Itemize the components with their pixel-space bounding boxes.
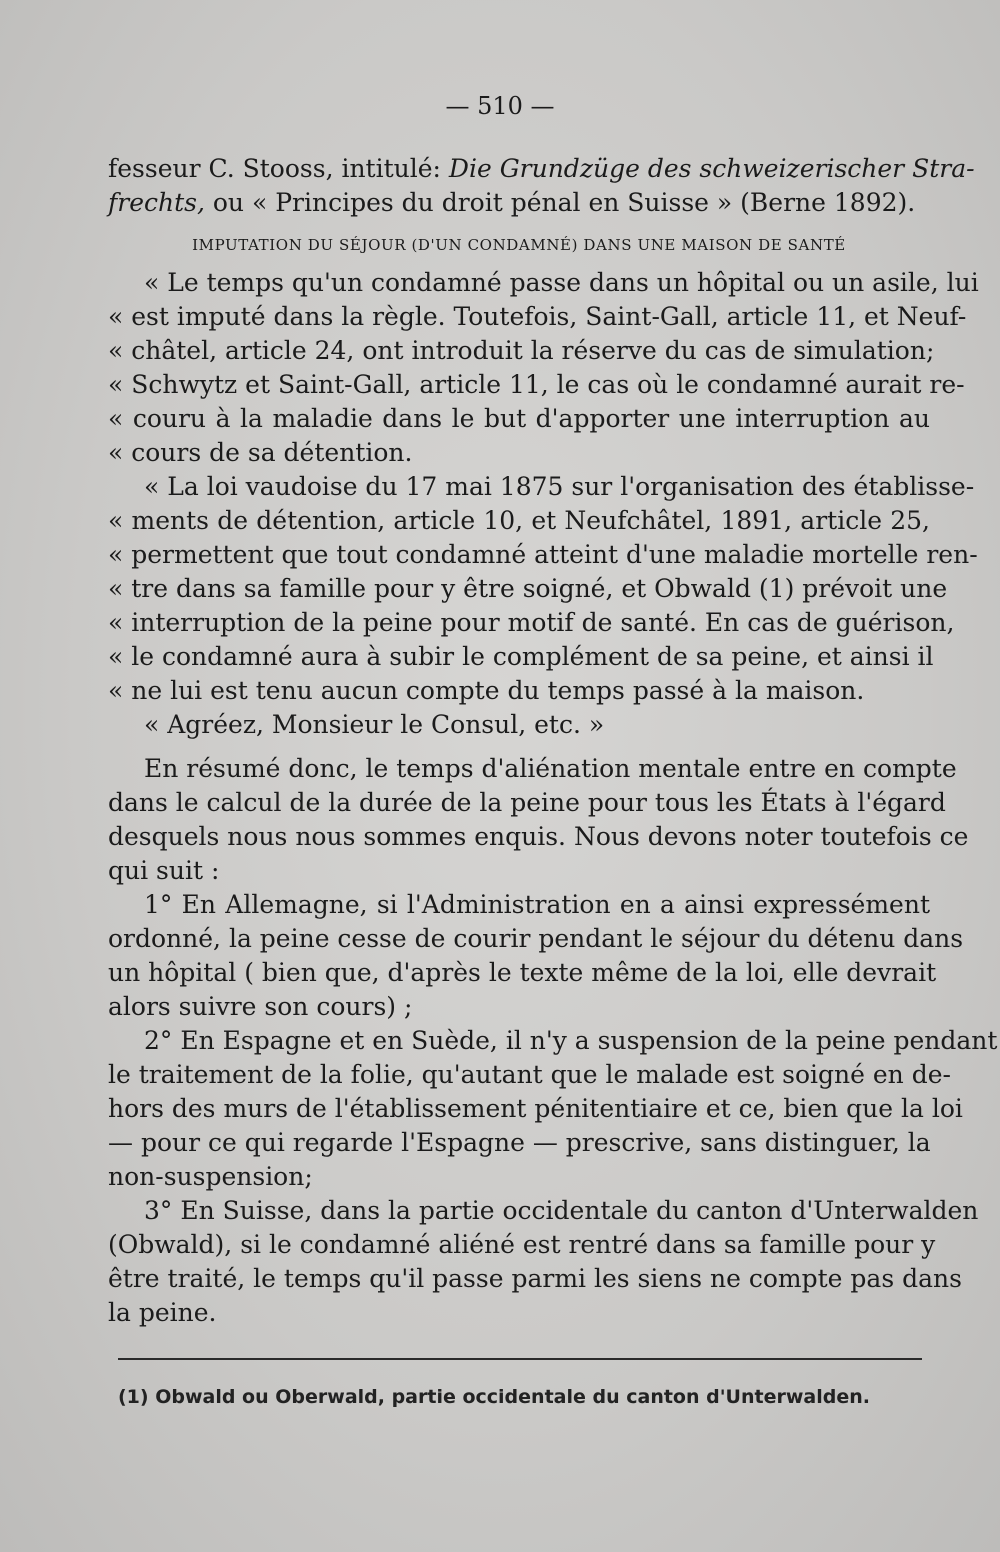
item-line: — pour ce qui regarde l'Espagne — prescrive, sans distinguer, la	[108, 1128, 931, 1157]
paragraph-gap	[108, 742, 930, 752]
quote-line: « couru à la maladie dans le but d'apporter une interruption au	[108, 404, 930, 433]
quote-line: « tre dans sa famille pour y être soigné, et Obwald (1) prévoit une	[108, 574, 948, 603]
quote-line: « ne lui est tenu aucun compte du temps passé à la maison.	[108, 676, 865, 705]
item-line: un hôpital ( bien que, d'après le texte même de la loi, elle devrait	[108, 958, 937, 987]
item-1-paragraph	[108, 888, 964, 1024]
summary-line: dans le calcul de la durée de la peine pour tous les États à l'égard	[108, 788, 946, 817]
item-line: la peine.	[108, 1298, 217, 1327]
quote-line: « ments de détention, article 10, et Neufchâtel, 1891, article 25,	[108, 506, 930, 535]
quote-block-1	[108, 266, 979, 470]
quote-line: « Le temps qu'un condamné passe dans un hôpital ou un asile, lui	[144, 268, 979, 297]
item-line: 3° En Suisse, dans la partie occidentale du canton d'Unterwalden	[144, 1196, 979, 1225]
quote-line: « est imputé dans la règle. Toutefois, Saint-Gall, article 11, et Neuf-	[108, 302, 967, 331]
body-text	[108, 152, 998, 1330]
intro-line-1	[108, 152, 975, 186]
item-line: être traité, le temps qu'il passe parmi les siens ne compte pas dans	[108, 1264, 962, 1293]
item-line: 1° En Allemagne, si l'Administration en a ainsi expressément	[144, 890, 930, 919]
summary-line: qui suit :	[108, 856, 220, 885]
quote-line: « interruption de la peine pour motif de santé. En cas de guérison,	[108, 608, 955, 637]
book-title-end: frechts,	[108, 188, 205, 217]
intro-text: fesseur C. Stooss, intitulé:	[108, 154, 449, 183]
summary-line: En résumé donc, le temps d'aliénation mentale entre en compte	[144, 754, 957, 783]
item-line: ordonné, la peine cesse de courir pendant le séjour du détenu dans	[108, 924, 964, 953]
section-heading: IMPUTATION DU SÉJOUR (D'UN CONDAMNÉ) DANS UNE MAISON DE SANTÉ	[192, 236, 846, 254]
item-line: non-suspension;	[108, 1162, 313, 1191]
intro-line-2	[108, 186, 930, 220]
item-line: hors des murs de l'établissement pénitentiaire et ce, bien que la loi	[108, 1094, 963, 1123]
page-number: — 510 —	[445, 92, 555, 120]
item-line: le traitement de la folie, qu'autant que le malade est soigné en de-	[108, 1060, 951, 1089]
item-line: (Obwald), si le condamné aliéné est rentré dans sa famille pour y	[108, 1230, 936, 1259]
quote-line: « cours de sa détention.	[108, 438, 413, 467]
item-3-paragraph	[108, 1194, 979, 1330]
quote-block-2	[108, 470, 978, 742]
summary-line: desquels nous nous sommes enquis. Nous devons noter toutefois ce	[108, 822, 969, 851]
item-line: 2° En Espagne et en Suède, il n'y a suspension de la peine pendant	[144, 1026, 998, 1055]
quote-line: « le condamné aura à subir le complément de sa peine, et ainsi il	[108, 642, 934, 671]
footnote: (1) Obwald ou Oberwald, partie occidentale du canton d'Unterwalden.	[118, 1386, 870, 1408]
footnote-rule	[118, 1358, 922, 1360]
quote-line: « permettent que tout condamné atteint d'une maladie mortelle ren-	[108, 540, 978, 569]
item-2-paragraph	[108, 1024, 998, 1194]
quote-line: « châtel, article 24, ont introduit la réserve du cas de simulation;	[108, 336, 935, 365]
book-title: Die Grundzüge des schweizerischer Stra-	[448, 154, 975, 183]
summary-paragraph	[108, 752, 969, 888]
quote-line: « Schwytz et Saint-Gall, article 11, le cas où le condamné aurait re-	[108, 370, 965, 399]
intro-text-end: ou « Principes du droit pénal en Suisse » (Berne 1892).	[204, 188, 916, 217]
item-line: alors suivre son cours) ;	[108, 992, 413, 1021]
quote-line: « Agréez, Monsieur le Consul, etc. »	[144, 710, 605, 739]
quote-line: « La loi vaudoise du 17 mai 1875 sur l'organisation des établisse-	[144, 472, 975, 501]
